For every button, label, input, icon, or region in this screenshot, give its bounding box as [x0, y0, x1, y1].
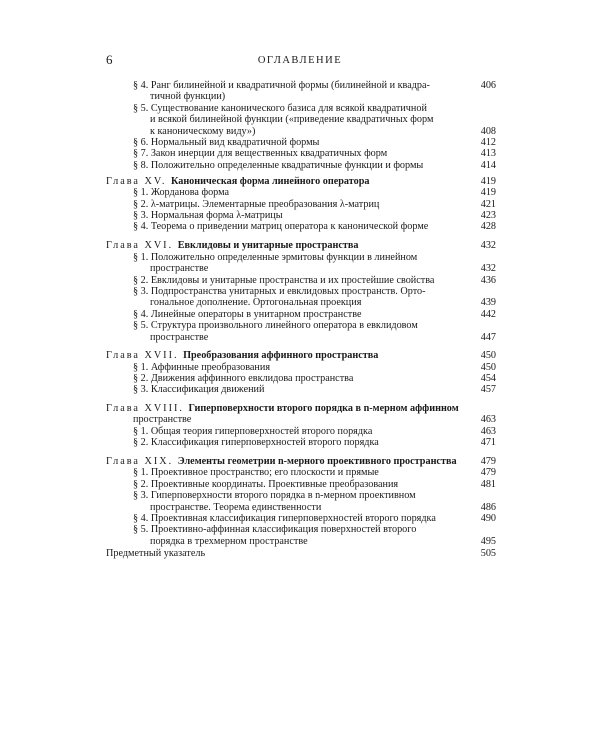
toc-page-number: 442: [480, 309, 496, 320]
chapter-label: Глава XVII.: [106, 350, 184, 361]
toc-page-number: 412: [480, 137, 496, 148]
chapter-label: Глава XV.: [106, 176, 171, 187]
page-number: 6: [106, 52, 113, 67]
toc-entry-row: [0, 210, 600, 221]
chapter-title: Каноническая форма линейного оператора: [170, 176, 370, 187]
toc-page-number: 479: [480, 456, 496, 467]
toc-entry-text: § 7. Закон инерции для вещественных квадратичных форм: [133, 148, 388, 159]
toc-page-number: 447: [480, 332, 496, 343]
toc-entry-row: [0, 362, 600, 373]
toc-entry-row: [0, 252, 600, 263]
toc-page-number: 450: [480, 350, 496, 361]
toc-entry-text: § 4. Теорема о приведении матриц оператора к канонической форме: [133, 221, 429, 232]
toc-page-number: 439: [480, 297, 496, 308]
toc-entry-text: § 4. Проективная классификация гиперповерхностей второго порядка: [133, 513, 436, 524]
toc-entry-text: гональное дополнение. Ортогональная проекция: [150, 297, 362, 308]
toc-entry-row: [0, 286, 600, 297]
toc-page-number: 490: [480, 513, 496, 524]
toc-page-number: 419: [480, 176, 496, 187]
toc-page-number: 505: [480, 548, 496, 559]
toc-entry-row: [0, 263, 600, 274]
toc-page-number: 436: [480, 275, 496, 286]
toc-entry-row: [0, 126, 600, 137]
toc-page-number: 481: [480, 479, 496, 490]
toc-page-number: 463: [480, 426, 496, 437]
toc-entry-row: [0, 309, 600, 320]
toc-entry-text: § 2. λ-матрицы. Элементарные преобразования λ-матриц: [133, 199, 380, 210]
toc-page-number: 413: [480, 148, 496, 159]
toc-entry-row: [0, 490, 600, 501]
toc-page-number: 479: [480, 467, 496, 478]
toc-entry-row: [0, 160, 600, 171]
toc-entry-text: § 1. Аффинные преобразования: [133, 362, 271, 373]
toc-page-number: 454: [480, 373, 496, 384]
toc-entry-text: [106, 403, 459, 414]
toc-entry-text: § 1. Положительно определенные эрмитовы функции в линейном: [133, 252, 418, 263]
toc-entry-row: [0, 80, 600, 91]
toc-chapter-row: [0, 350, 600, 361]
toc-entry-text: § 4. Линейные операторы в унитарном пространстве: [133, 309, 362, 320]
toc-entry-text: [106, 350, 378, 361]
toc-entry-row: [0, 137, 600, 148]
chapter-title: Гиперповерхности второго порядка в n-мерном аффинном: [188, 403, 459, 414]
chapter-title: Преобразования аффинного пространства: [183, 350, 379, 361]
toc-entry-text: § 4. Ранг билинейной и квадратичной формы (билинейной и квадра-: [133, 80, 430, 91]
toc-entry-row: [0, 103, 600, 114]
toc-entry-row: [0, 524, 600, 535]
toc-entry-text: Предметный указатель: [106, 548, 206, 559]
toc-entry-row: [0, 275, 600, 286]
toc-entry-text: [106, 176, 370, 187]
toc-page-number: 406: [480, 80, 496, 91]
toc-page-number: 432: [480, 240, 496, 251]
toc-entry-text: § 5. Существование канонического базиса для всякой квадратичной: [133, 103, 427, 114]
toc-entry-text: тичной функции): [150, 91, 226, 102]
page-header: [0, 52, 600, 72]
toc-entry-text: пространстве: [150, 332, 209, 343]
toc-chapter-row: [0, 176, 600, 187]
toc-entry-text: порядка в трехмерном пространстве: [150, 536, 308, 547]
toc-entry-row: [0, 513, 600, 524]
running-title: ОГЛАВЛЕНИЕ: [257, 55, 343, 66]
toc-entry-text: § 3. Подпространства унитарных и евклидовых пространств. Орто-: [133, 286, 426, 297]
toc-entry-row: [0, 536, 600, 547]
toc-page-number: 457: [480, 384, 496, 395]
toc-entry-text: к каноническому виду»): [150, 126, 256, 137]
toc-entry-text: [106, 240, 359, 251]
toc-page-number: 450: [480, 362, 496, 373]
toc-entry-text: пространстве. Теорема единственности: [150, 502, 322, 513]
toc-entry-text: § 3. Классификация движений: [133, 384, 265, 395]
toc-entry-row: [0, 479, 600, 490]
toc-entry-text: § 2. Проективные координаты. Проективные преобразования: [133, 479, 399, 490]
chapter-label: Глава XVI.: [106, 240, 178, 251]
toc-page-number: 421: [480, 199, 496, 210]
toc-entry-row: [0, 221, 600, 232]
toc-entry-row: [0, 502, 600, 513]
toc-page-number: 486: [480, 502, 496, 513]
toc-chapter-row: [0, 403, 600, 414]
toc-page-number: 423: [480, 210, 496, 221]
toc-page-number: 495: [480, 536, 496, 547]
toc-entry-text: § 2. Движения аффинного евклидова пространства: [133, 373, 354, 384]
toc-entry-row: [0, 91, 600, 102]
toc-entry-row: [0, 467, 600, 478]
toc-entry-row: [0, 187, 600, 198]
toc-entry-text: § 6. Нормальный вид квадратичной формы: [133, 137, 320, 148]
toc-page-number: 414: [480, 160, 496, 171]
toc-entry-text: § 8. Положительно определенные квадратичные функции и формы: [133, 160, 424, 171]
toc-entry-text: § 5. Проективно-аффинная классификация поверхностей второго: [133, 524, 417, 535]
toc-entry-text: § 3. Гиперповерхности второго порядка в n-мерном проективном: [133, 490, 416, 501]
chapter-title: Элементы геометрии n-мерного проективного пространства: [177, 456, 457, 467]
toc-entry-row: [0, 414, 600, 425]
toc-page-number: 471: [480, 437, 496, 448]
chapter-title: Евклидовы и унитарные пространства: [177, 240, 359, 251]
toc-entry-row: [0, 437, 600, 448]
toc-page-number: 419: [480, 187, 496, 198]
toc-entry-text: § 2. Классификация гиперповерхностей второго порядка: [133, 437, 379, 448]
toc-entry-text: пространстве: [150, 263, 209, 274]
toc-entry-row: [0, 332, 600, 343]
toc-entry-text: [106, 456, 457, 467]
toc-entry-text: § 3. Нормальная форма λ-матрицы: [133, 210, 283, 221]
toc-entry-text: § 5. Структура произвольного линейного оператора в евклидовом: [133, 320, 418, 331]
toc-page-number: 432: [480, 263, 496, 274]
toc-chapter-row: [0, 240, 600, 251]
toc-entry-text: § 1. Проективное пространство; его плоскости и прямые: [133, 467, 379, 478]
toc-page-number: 463: [480, 414, 496, 425]
toc-entry-row: [0, 384, 600, 395]
toc-entry-row: [0, 114, 600, 125]
toc-entry-text: пространстве: [133, 414, 192, 425]
toc-entry-text: § 1. Общая теория гиперповерхностей второго порядка: [133, 426, 373, 437]
toc-chapter-row: [0, 456, 600, 467]
toc-entry-text: § 1. Жорданова форма: [133, 187, 230, 198]
toc-entry-row: [0, 199, 600, 210]
chapter-label: Глава XVIII.: [106, 403, 189, 414]
toc-entry-row: [0, 548, 600, 559]
toc-entry-text: и всякой билинейной функции («приведение квадратичных форм: [150, 114, 434, 125]
toc-entry-row: [0, 320, 600, 331]
chapter-label: Глава XIX.: [106, 456, 178, 467]
toc-page-number: 428: [480, 221, 496, 232]
toc-entry-row: [0, 297, 600, 308]
toc-entry-text: § 2. Евклидовы и унитарные пространства и их простейшие свойства: [133, 275, 435, 286]
toc-entry-row: [0, 373, 600, 384]
toc-page-number: 408: [480, 126, 496, 137]
toc-entry-row: [0, 426, 600, 437]
toc-entry-row: [0, 148, 600, 159]
